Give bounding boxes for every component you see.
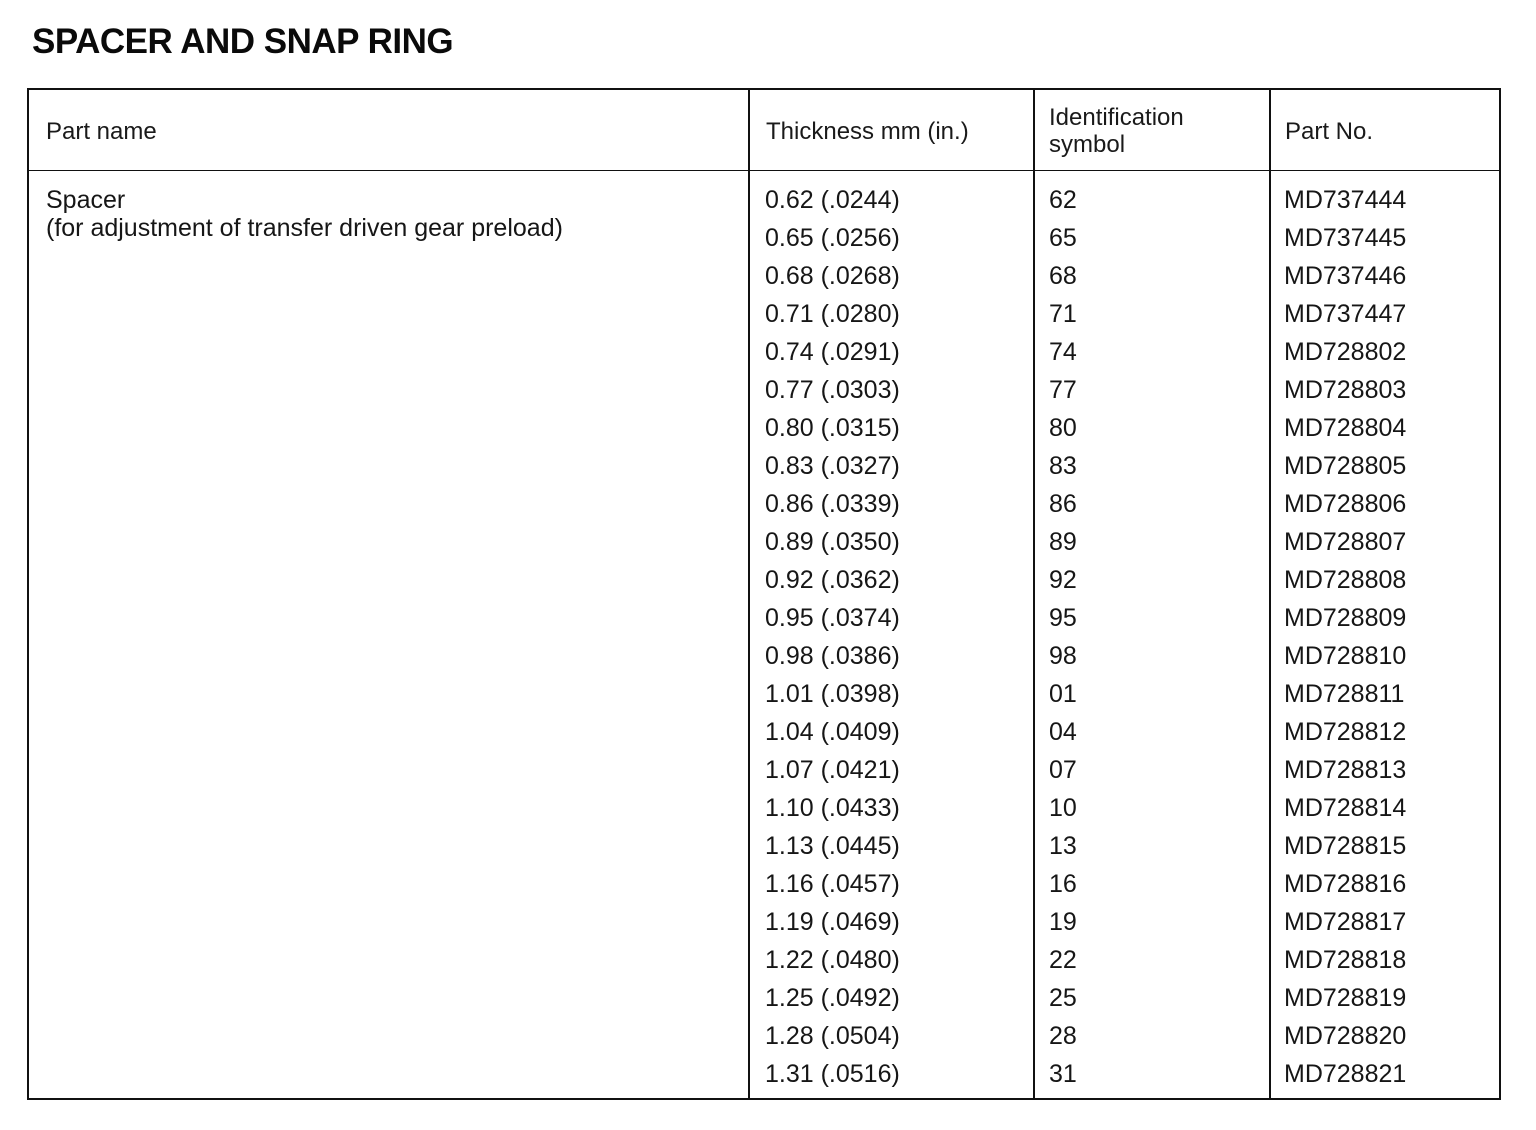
thickness-cell: 1.31 (.0516) xyxy=(765,1060,900,1088)
part-name-description: (for adjustment of transfer driven gear preload) xyxy=(46,214,563,242)
header-part-no: Part No. xyxy=(1285,118,1374,145)
identification-symbol-cell: 07 xyxy=(1049,756,1077,784)
thickness-cell: 1.07 (.0421) xyxy=(765,756,900,784)
identification-symbol-cell: 22 xyxy=(1049,946,1077,974)
part-no-cell: MD728805 xyxy=(1284,452,1407,480)
identification-symbol-cell: 98 xyxy=(1049,642,1077,670)
identification-symbol-cell: 71 xyxy=(1049,300,1077,328)
header-identification-line1: Identification xyxy=(1049,104,1184,131)
part-no-cell: MD728810 xyxy=(1284,642,1407,670)
thickness-cell: 1.28 (.0504) xyxy=(765,1022,900,1050)
thickness-cell: 0.92 (.0362) xyxy=(765,566,900,594)
column-divider xyxy=(748,90,750,1098)
identification-symbol-cell: 89 xyxy=(1049,528,1077,556)
part-name-title: Spacer xyxy=(46,186,126,214)
part-no-cell: MD728808 xyxy=(1284,566,1407,594)
part-no-cell: MD728817 xyxy=(1284,908,1407,936)
identification-symbol-cell: 77 xyxy=(1049,376,1077,404)
thickness-cell: 1.04 (.0409) xyxy=(765,718,900,746)
identification-symbol-cell: 10 xyxy=(1049,794,1077,822)
identification-symbol-cell: 28 xyxy=(1049,1022,1077,1050)
identification-symbol-cell: 80 xyxy=(1049,414,1077,442)
part-no-cell: MD728802 xyxy=(1284,338,1407,366)
identification-symbol-cell: 25 xyxy=(1049,984,1077,1012)
thickness-column xyxy=(765,181,900,1093)
identification-symbol-cell: 65 xyxy=(1049,224,1077,252)
identification-symbol-cell: 16 xyxy=(1049,870,1077,898)
thickness-cell: 1.16 (.0457) xyxy=(765,870,900,898)
header-identification-line2: symbol xyxy=(1049,131,1126,158)
thickness-cell: 0.89 (.0350) xyxy=(765,528,900,556)
identification-symbol-cell: 95 xyxy=(1049,604,1077,632)
thickness-cell: 1.01 (.0398) xyxy=(765,680,900,708)
thickness-cell: 0.71 (.0280) xyxy=(765,300,900,328)
identification-symbol-cell: 83 xyxy=(1049,452,1077,480)
identification-symbol-cell: 19 xyxy=(1049,908,1077,936)
part-no-cell: MD737445 xyxy=(1284,224,1407,252)
part-no-cell: MD737447 xyxy=(1284,300,1407,328)
part-no-cell: MD728814 xyxy=(1284,794,1407,822)
part-no-cell: MD728807 xyxy=(1284,528,1407,556)
header-thickness: Thickness mm (in.) xyxy=(766,118,969,145)
thickness-cell: 0.77 (.0303) xyxy=(765,376,900,404)
thickness-cell: 1.25 (.0492) xyxy=(765,984,900,1012)
part-no-cell: MD728821 xyxy=(1284,1060,1407,1088)
thickness-cell: 0.68 (.0268) xyxy=(765,262,900,290)
thickness-cell: 0.86 (.0339) xyxy=(765,490,900,518)
part-no-cell: MD728815 xyxy=(1284,832,1407,860)
identification-symbol-cell: 62 xyxy=(1049,186,1077,214)
identification-symbol-cell: 74 xyxy=(1049,338,1077,366)
thickness-cell: 0.83 (.0327) xyxy=(765,452,900,480)
part-no-cell: MD728804 xyxy=(1284,414,1407,442)
part-no-column xyxy=(1284,181,1406,1093)
column-divider xyxy=(1269,90,1271,1098)
page-title: SPACER AND SNAP RING xyxy=(32,22,454,61)
part-no-cell: MD728806 xyxy=(1284,490,1407,518)
thickness-cell: 0.74 (.0291) xyxy=(765,338,900,366)
thickness-cell: 0.65 (.0256) xyxy=(765,224,900,252)
identification-symbol-cell: 31 xyxy=(1049,1060,1077,1088)
thickness-cell: 0.80 (.0315) xyxy=(765,414,900,442)
thickness-cell: 1.22 (.0480) xyxy=(765,946,900,974)
thickness-cell: 0.98 (.0386) xyxy=(765,642,900,670)
identification-symbol-cell: 01 xyxy=(1049,680,1077,708)
identification-symbol-column xyxy=(1049,181,1077,1093)
identification-symbol-cell: 04 xyxy=(1049,718,1077,746)
part-no-cell: MD728812 xyxy=(1284,718,1407,746)
header-part-name: Part name xyxy=(46,118,157,145)
header-identification-symbol xyxy=(1049,104,1184,158)
part-no-cell: MD728803 xyxy=(1284,376,1407,404)
part-no-cell: MD728818 xyxy=(1284,946,1407,974)
thickness-cell: 1.13 (.0445) xyxy=(765,832,900,860)
thickness-cell: 0.62 (.0244) xyxy=(765,186,900,214)
part-no-cell: MD737444 xyxy=(1284,186,1407,214)
part-no-cell: MD728820 xyxy=(1284,1022,1407,1050)
part-no-cell: MD737446 xyxy=(1284,262,1407,290)
column-divider xyxy=(1033,90,1035,1098)
thickness-cell: 0.95 (.0374) xyxy=(765,604,900,632)
part-no-cell: MD728811 xyxy=(1284,680,1405,708)
identification-symbol-cell: 92 xyxy=(1049,566,1077,594)
header-divider xyxy=(29,170,1499,171)
thickness-cell: 1.10 (.0433) xyxy=(765,794,900,822)
thickness-cell: 1.19 (.0469) xyxy=(765,908,900,936)
part-no-cell: MD728813 xyxy=(1284,756,1407,784)
part-name-cell xyxy=(46,186,563,242)
parts-table xyxy=(27,88,1501,1100)
part-no-cell: MD728816 xyxy=(1284,870,1407,898)
identification-symbol-cell: 13 xyxy=(1049,832,1077,860)
identification-symbol-cell: 86 xyxy=(1049,490,1077,518)
identification-symbol-cell: 68 xyxy=(1049,262,1077,290)
part-no-cell: MD728819 xyxy=(1284,984,1407,1012)
part-no-cell: MD728809 xyxy=(1284,604,1407,632)
